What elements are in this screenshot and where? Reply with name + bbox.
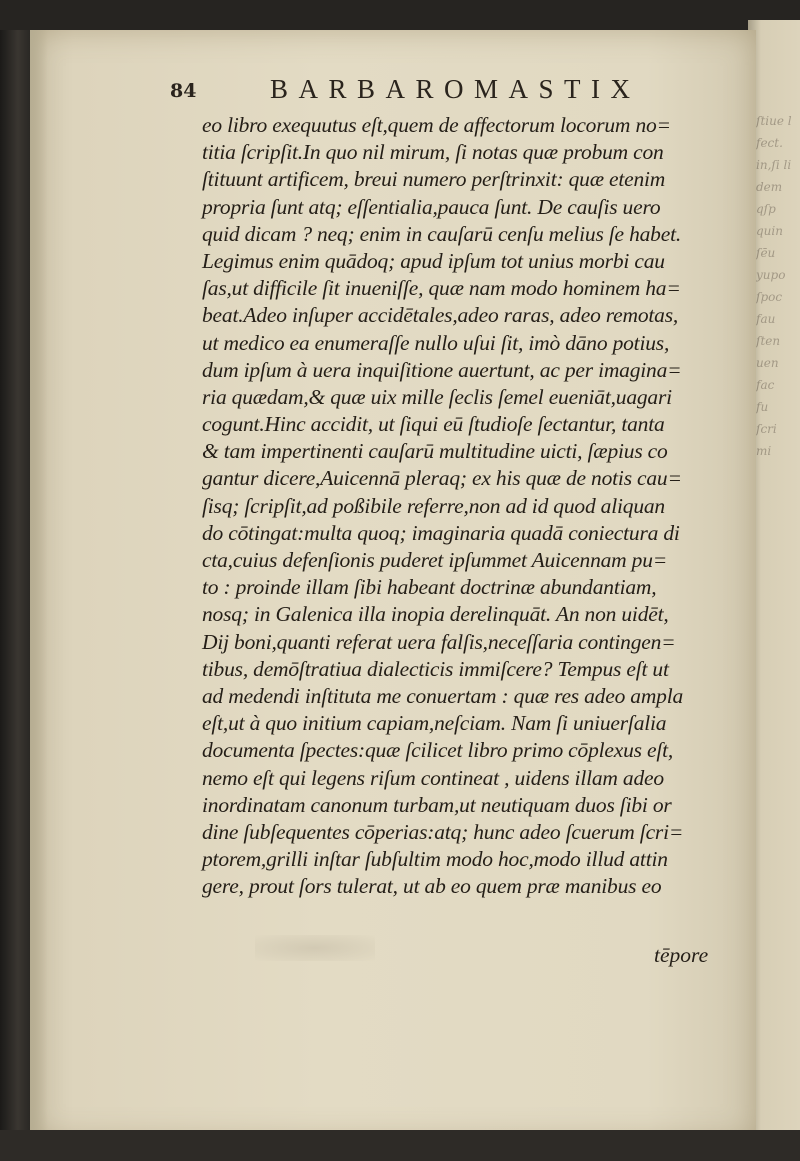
text-line: ptorem,grilli inſtar ſubſultim modo hoc,modo illud attin bbox=[202, 847, 668, 872]
text-line: documenta ſpectes:quæ ſcilicet libro primo cōplexus eſt, bbox=[202, 738, 674, 763]
text-line: ad medendi inſtituta me conuertam : quæ res adeo ampla bbox=[202, 683, 684, 708]
text-line: titia ſcripſit.In quo nil mirum, ſi notas quæ probum con bbox=[202, 140, 664, 165]
text-line: to : proinde illam ſibi habeant doctrinæ abundantiam, bbox=[202, 575, 657, 600]
text-line: cogunt.Hinc accidit, ut ſiqui eū ſtudioſe ſectantur, tanta bbox=[202, 412, 665, 437]
text-line: cta,cuius defenſionis puderet ipſummet Auicennam pu= bbox=[202, 548, 668, 572]
text-line: gere, prout ſors tulerat, ut ab eo quem præ manibus eo bbox=[202, 874, 662, 899]
page-number: 84 bbox=[170, 80, 197, 102]
text-line: ut medico ea enumeraſſe nullo uſui ſit, imò dāno potius, bbox=[202, 330, 670, 355]
scanner-bottom-edge bbox=[0, 1130, 800, 1161]
text-line: nosq; in Galenica illa inopia derelinquāt. An non uidēt, bbox=[202, 602, 669, 627]
text-line: dum ipſum à uera inquiſitione auertunt, ac per imagina= bbox=[202, 357, 682, 382]
facing-page-text: ſtiue l fect. in,ſi li dem qſp quin ſēu yupo ſpoc fau ſten uen fac fu ſcri mi bbox=[756, 114, 792, 458]
text-line: & tam impertinenti cauſarū multitudine uicti, ſæpius co bbox=[202, 439, 668, 464]
body-text-block bbox=[202, 112, 722, 900]
text-line: ria quædam,& quæ uix mille ſeclis ſemel eueniāt,uagari bbox=[202, 384, 672, 409]
scanner-top-edge bbox=[0, 0, 800, 30]
ink-smudge bbox=[255, 935, 375, 961]
page-header bbox=[170, 74, 650, 108]
text-line: gantur dicere,Auicennā pleraq; ex his quæ de notis cau= bbox=[202, 466, 682, 491]
text-line: ſtituunt artificem, breui numero perſtrinxit: quæ etenim bbox=[202, 167, 666, 192]
text-line: nemo eſt qui legens riſum contineat , uidens illam adeo bbox=[202, 765, 664, 790]
text-line: ſisq; ſcripſit,ad poßibile referre,non ad id quod aliquan bbox=[202, 493, 665, 518]
text-line: inordinatam canonum turbam,ut neutiquam duos ſibi or bbox=[202, 792, 672, 817]
text-line: dine ſubſequentes cōperias:atq; hunc adeo ſcuerum ſcri= bbox=[202, 819, 684, 844]
text-line: ſas,ut difficile ſit inueniſſe, quæ nam modo hominem ha= bbox=[202, 276, 681, 301]
text-line: Dij boni,quanti referat uera falſis,neceſſaria contingen= bbox=[202, 629, 676, 654]
text-line: quid dicam ? neq; enim in cauſarū cenſu melius ſe habet. bbox=[202, 221, 682, 246]
text-line: eſt,ut à quo initium capiam,neſciam. Nam ſi uniuerſalia bbox=[202, 711, 667, 736]
text-line: propria ſunt atq; eſſentialia,pauca ſunt. De cauſis uero bbox=[202, 194, 661, 219]
text-line: do cōtingat:multa quoq; imaginaria quadā coniectura di bbox=[202, 520, 680, 545]
running-head: BARBAROMASTIX bbox=[270, 74, 641, 104]
catchword: tēpore bbox=[654, 943, 709, 967]
text-line: Legimus enim quādoq; apud ipſum tot unius morbi cau bbox=[202, 248, 665, 273]
page-gutter-shadow bbox=[30, 30, 48, 1140]
text-line: beat.Adeo inſuper accidētales,adeo raras, adeo remotas, bbox=[202, 303, 679, 328]
text-line: eo libro exequutus eſt,quem de affectorum locorum no= bbox=[202, 113, 671, 137]
text-line: tibus, demōſtratiua dialecticis immiſcere? Tempus eſt ut bbox=[202, 656, 669, 681]
